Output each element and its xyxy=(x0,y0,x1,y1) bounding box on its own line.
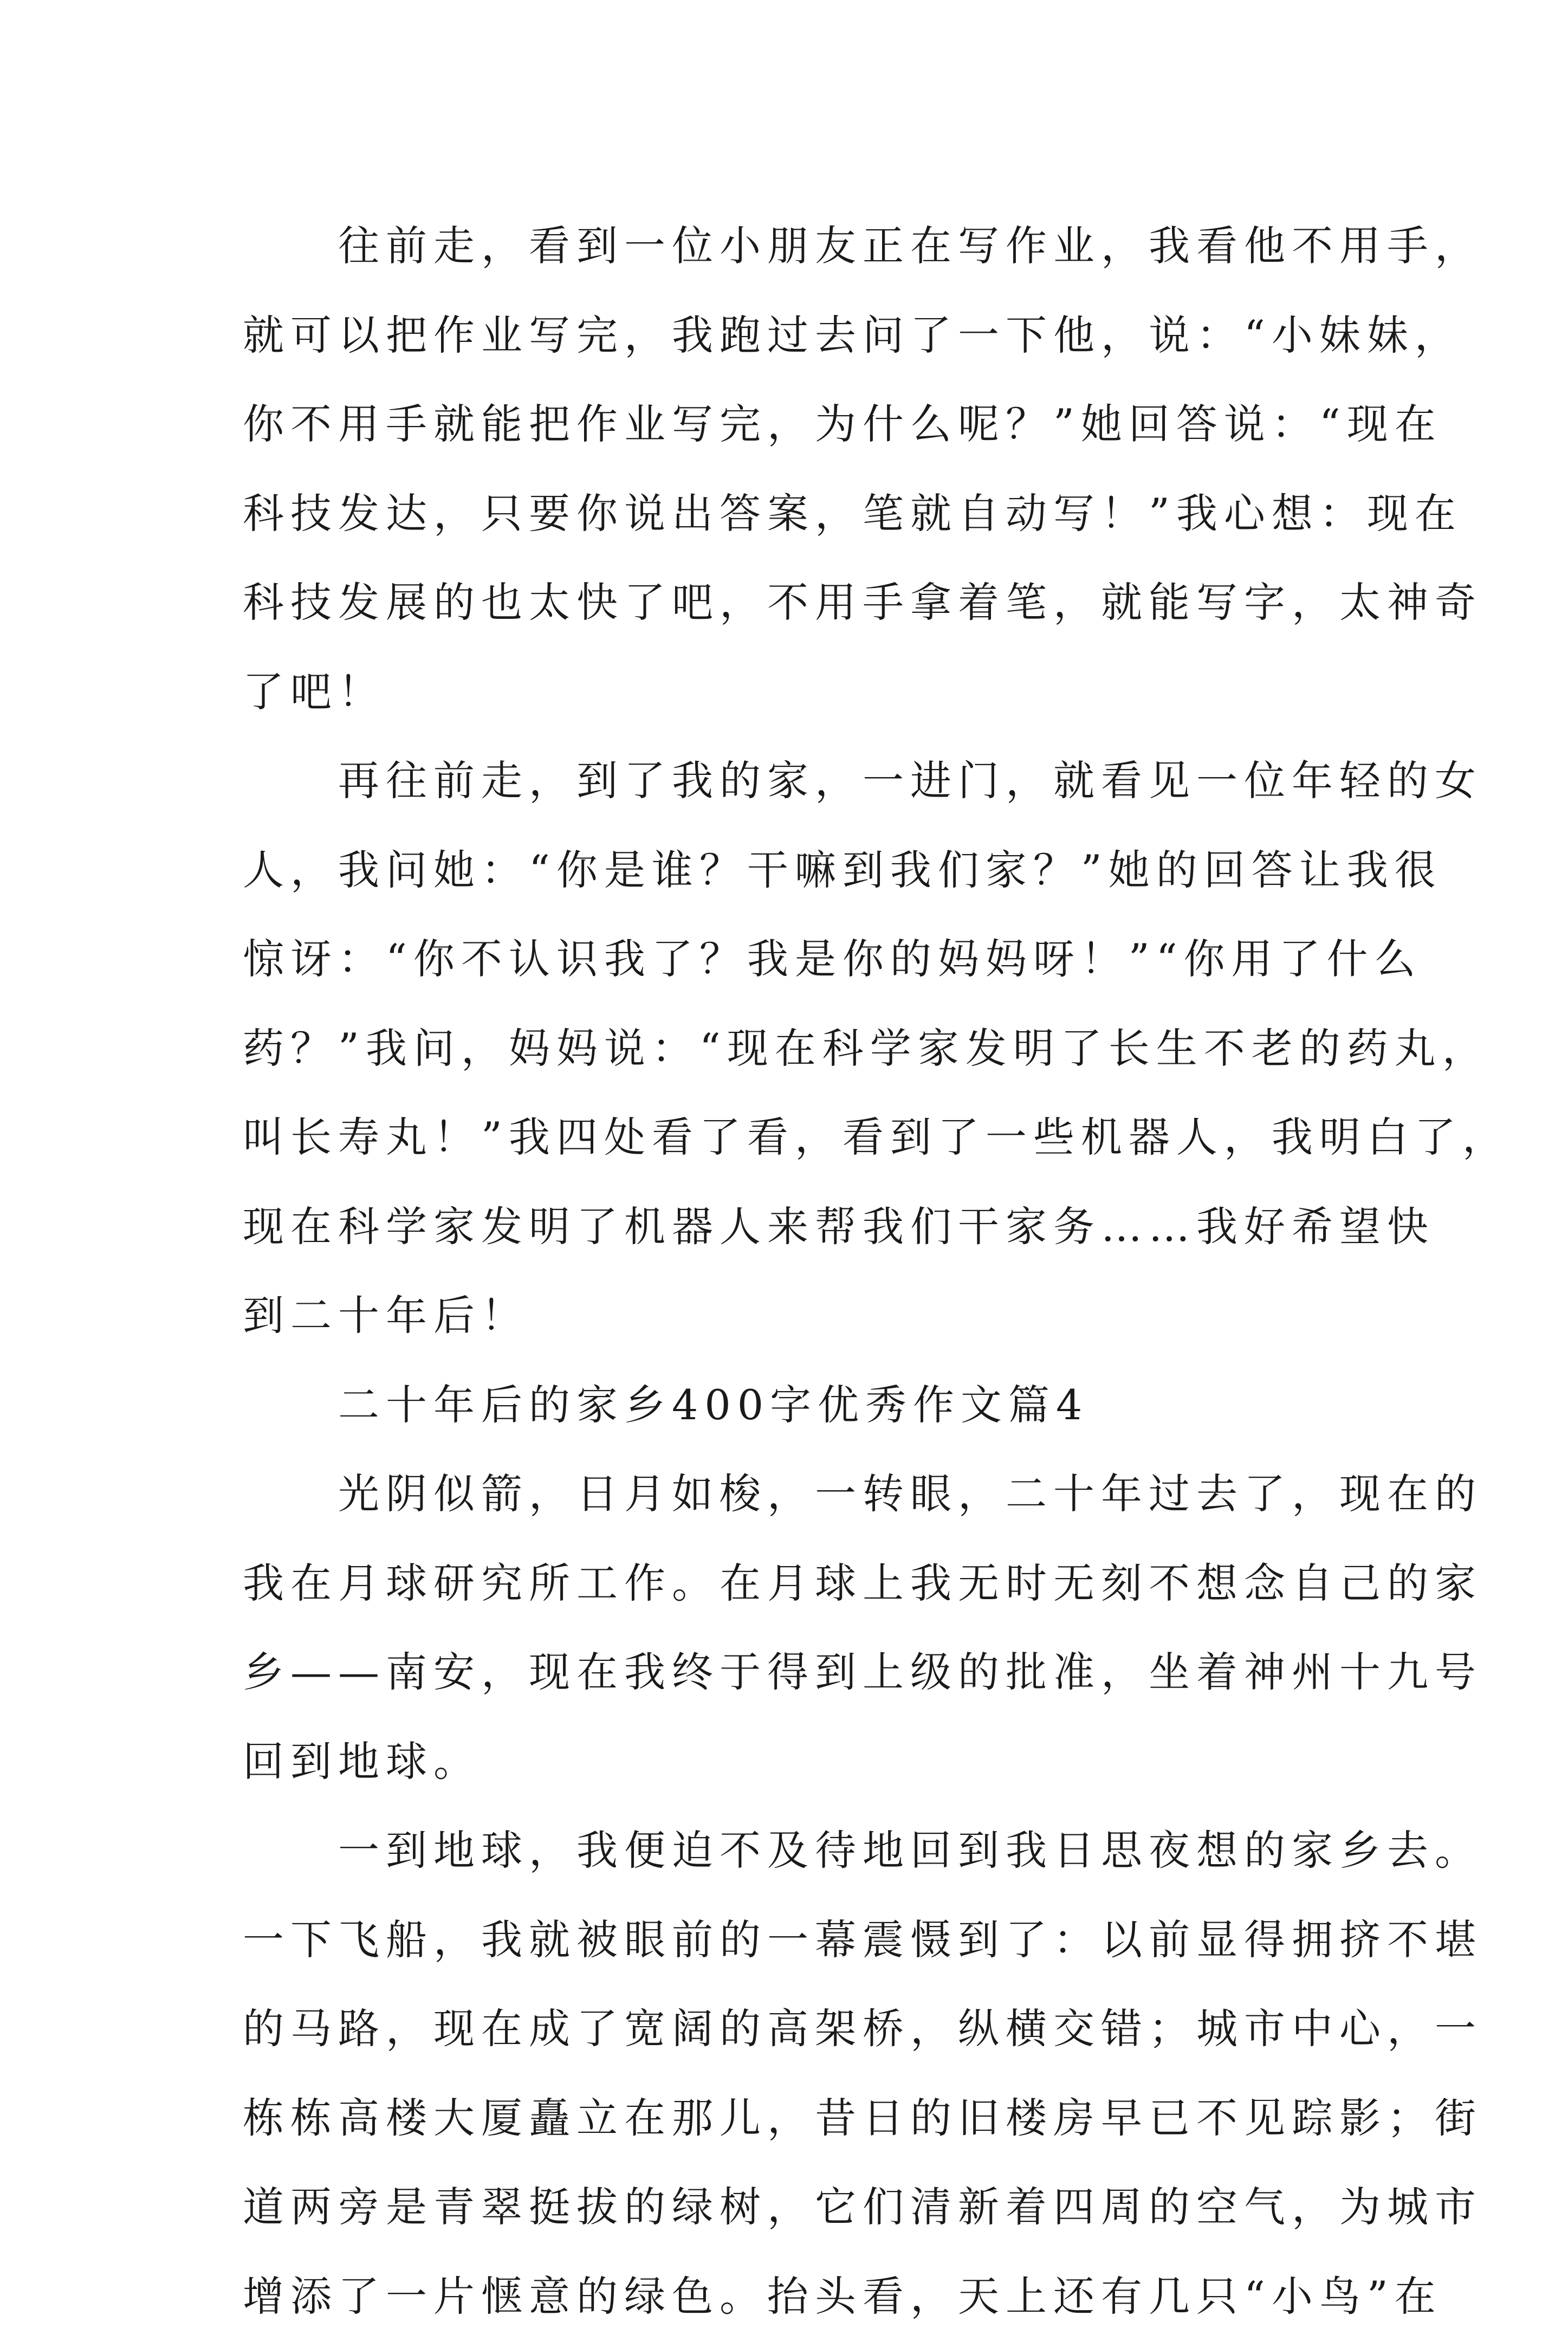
text-line: 了吧！ xyxy=(243,648,1397,737)
section-heading: 二十年后的家乡400字优秀作文篇4 xyxy=(243,1361,1397,1450)
text-line: 一下飞船，我就被眼前的一幕震慑到了：以前显得拥挤不堪 xyxy=(243,1896,1397,1985)
text-line: 叫长寿丸！”我四处看了看，看到了一些机器人，我明白了， xyxy=(243,1093,1397,1182)
text-line: 光阴似箭，日月如梭，一转眼，二十年过去了，现在的 xyxy=(243,1450,1397,1539)
article-body xyxy=(243,202,1397,2341)
text-line: 科技发展的也太快了吧，不用手拿着笔，就能写字，太神奇 xyxy=(243,558,1397,648)
text-line: 乡——南安，现在我终于得到上级的批准，坐着神州十九号 xyxy=(243,1628,1397,1717)
text-line: 现在科学家发明了机器人来帮我们干家务……我好希望快 xyxy=(243,1182,1397,1272)
text-line: 道两旁是青翠挺拔的绿树，它们清新着四周的空气，为城市 xyxy=(243,2163,1397,2252)
text-line: 再往前走，到了我的家，一进门，就看见一位年轻的女 xyxy=(243,736,1397,826)
text-line: 药？”我问，妈妈说：“现在科学家发明了长生不老的药丸， xyxy=(243,1004,1397,1094)
text-line: 你不用手就能把作业写完，为什么呢？”她回答说：“现在 xyxy=(243,380,1397,469)
text-line: 的马路，现在成了宽阔的高架桥，纵横交错；城市中心，一 xyxy=(243,1984,1397,2074)
text-line: 回到地球。 xyxy=(243,1717,1397,1807)
text-line: 栋栋高楼大厦矗立在那儿，昔日的旧楼房早已不见踪影；街 xyxy=(243,2074,1397,2163)
text-line: 人，我问她：“你是谁？干嘛到我们家？”她的回答让我很 xyxy=(243,826,1397,915)
text-line: 往前走，看到一位小朋友正在写作业，我看他不用手， xyxy=(243,202,1397,291)
text-line: 一到地球，我便迫不及待地回到我日思夜想的家乡去。 xyxy=(243,1806,1397,1896)
text-line: 增添了一片惬意的绿色。抬头看，天上还有几只“小鸟”在 xyxy=(243,2252,1397,2341)
text-line: 就可以把作业写完，我跑过去问了一下他，说：“小妹妹， xyxy=(243,291,1397,380)
text-line: 科技发达，只要你说出答案，笔就自动写！”我心想：现在 xyxy=(243,469,1397,559)
text-line: 到二十年后！ xyxy=(243,1271,1397,1361)
text-line: 我在月球研究所工作。在月球上我无时无刻不想念自己的家 xyxy=(243,1539,1397,1628)
text-line: 惊讶：“你不认识我了？我是你的妈妈呀！”“你用了什么 xyxy=(243,915,1397,1004)
